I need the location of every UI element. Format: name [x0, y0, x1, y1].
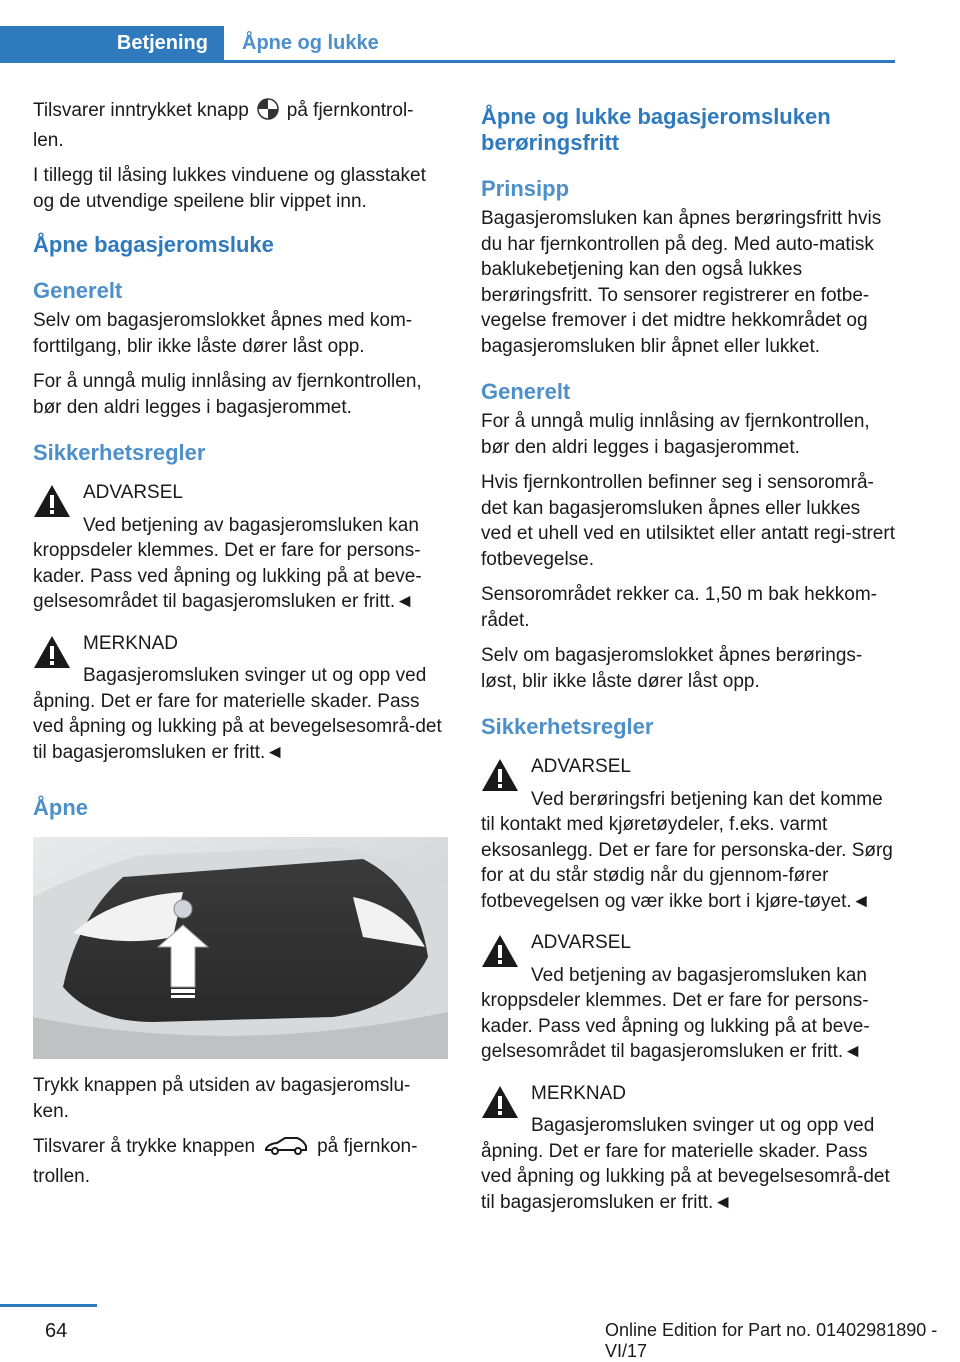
subsection-heading: Sikkerhetsregler — [33, 440, 206, 465]
paragraph: I tillegg til låsing lukkes vinduene og glasstaket og de utvendige speilene blir vippet inn. — [33, 165, 426, 212]
warning-triangle-icon — [481, 1084, 519, 1120]
paragraph: Selv om bagasjeromslokket åpnes berørings-løst, blir ikke låste dører låst opp. — [481, 645, 863, 692]
subsection-heading: Generelt — [33, 278, 123, 303]
subsection-heading: Generelt — [481, 379, 571, 404]
notice-body: Bagasjeromsluken svinger ut og opp ved åpning. Det er fare for materielle skader. Pass ved åpning og lukking på at bevegelsesområ-det til bagasjeromsluken er fritt.◄ — [481, 1115, 890, 1213]
page-header — [0, 0, 895, 64]
text: på fjernkontrol-len. — [33, 100, 414, 151]
paragraph: For å unngå mulig innlåsing av fjernkontrollen, bør den aldri legges i bagasjerommet. — [481, 411, 870, 458]
section-heading: Åpne og lukke bagasjeromsluken berøringsfritt — [481, 104, 831, 155]
page-number: 64 — [45, 1320, 68, 1342]
notice-title: MERKNAD — [531, 1082, 627, 1104]
paragraph — [33, 1134, 443, 1189]
subsection-heading: Sikkerhetsregler — [481, 714, 654, 739]
warning-body: Ved betjening av bagasjeromsluken kan kroppsdeler klemmes. Det er fare for persons-kader. Pass ved åpning og lukking på at beve-gelsesområdet til bagasjeromsluken er fritt.◄ — [481, 964, 870, 1062]
warning-title: ADVARSEL — [83, 482, 183, 503]
footer-rule — [0, 1304, 97, 1307]
warning-triangle-icon — [481, 757, 519, 793]
trunk-lid-illustration — [33, 837, 448, 1059]
warning-block — [481, 930, 895, 1065]
paragraph: For å unngå mulig innlåsing av fjernkontrollen, bør den aldri legges i bagasjerommet. — [33, 371, 422, 418]
subsection-heading: Åpne — [33, 795, 88, 820]
warning-triangle-icon — [33, 483, 71, 519]
tab-betjening: Betjening — [0, 26, 224, 60]
header-rule — [0, 60, 895, 63]
section-heading: Åpne bagasjeromsluke — [33, 232, 274, 257]
warning-title: ADVARSEL — [531, 932, 631, 953]
paragraph: Selv om bagasjeromslokket åpnes med kom-forttilgang, blir ikke låste dører låst opp. — [33, 310, 413, 357]
right-column — [481, 98, 895, 1231]
subsection-heading: Prinsipp — [481, 176, 570, 201]
warning-triangle-icon — [481, 933, 519, 969]
notice-block — [33, 631, 443, 766]
warning-triangle-icon — [33, 634, 71, 670]
tab-open-close: Åpne og lukke — [242, 31, 379, 54]
trunk-button-icon — [263, 1134, 309, 1164]
paragraph: Trykk knappen på utsiden av bagasjeromslu-ken. — [33, 1075, 411, 1122]
text: Tilsvarer å trykke knappen — [33, 1136, 256, 1157]
notice-body: Bagasjeromsluken svinger ut og opp ved åpning. Det er fare for materielle skader. Pass ved åpning og lukking på at bevegelsesområ-det til bagasjeromsluken er fritt.◄ — [33, 665, 442, 763]
unlock-button-icon — [257, 98, 279, 128]
warning-title: ADVARSEL — [531, 756, 631, 777]
text: Tilsvarer inntrykket knapp — [33, 100, 249, 121]
warning-block — [481, 754, 895, 914]
notice-title: MERKNAD — [83, 632, 179, 654]
warning-block — [33, 480, 443, 615]
edition-note: Online Edition for Part no. 01402981890 - VI/17 — [605, 1320, 938, 1361]
text: på fjernkon-trollen. — [33, 1136, 418, 1187]
paragraph: Bagasjeromsluken kan åpnes berøringsfritt hvis du har fjernkontrollen på deg. Med auto-matisk baklukebetjening kan den også lukkes berøringsfritt. To sensorer registrerer en fotbe-vegelse fremover i det midtre hekkområdet og bagasjeromsluken blir åpnet eller lukket. — [481, 208, 882, 357]
paragraph: Sensorområdet rekker ca. 1,50 m bak hekkom-rådet. — [481, 584, 878, 631]
warning-body: Ved berøringsfri betjening kan det komme til kontakt med kjøretøydeler, f.eks. varmt eksosanlegg. Det er fare for personska-der. Sørg for at du står stødig når du gjennom-fører fotbevegelsen og vær ikke bort i kjøre-tøyet.◄ — [481, 788, 893, 912]
left-column — [33, 98, 443, 1199]
paragraph: Hvis fjernkontrollen befinner seg i sensorområ-det kan bagasjeromsluken åpnes eller lukkes ved et uhell ved en utilsiktet eller antatt regi-strert fotbevegelse. — [481, 472, 895, 570]
notice-block — [481, 1081, 895, 1216]
paragraph — [33, 98, 443, 153]
warning-body: Ved betjening av bagasjeromsluken kan kroppsdeler klemmes. Det er fare for persons-kader. Pass ved åpning og lukking på at beve-gelsesområdet til bagasjeromsluken er fritt.◄ — [33, 514, 422, 612]
